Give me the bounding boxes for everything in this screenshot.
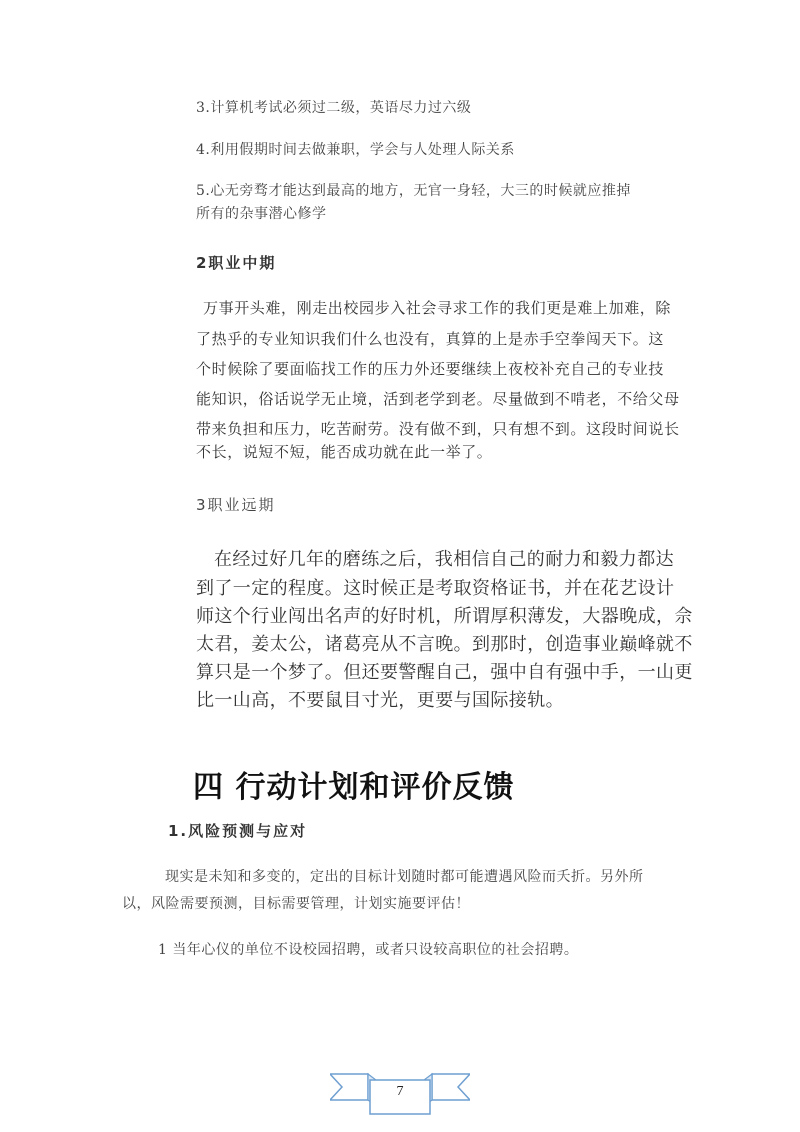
section-heading-long-term: 3职业远期	[196, 496, 276, 514]
list-item: 5.心无旁骛才能达到最高的地方，无官一身轻，大三的时候就应推掉	[196, 183, 631, 199]
list-item: 4.利用假期时间去做兼职，学会与人处理人际关系	[196, 142, 515, 158]
paragraph-line: 现实是未知和多变的，定出的目标计划随时都可能遭遇风险而夭折。另外所	[165, 869, 644, 885]
paragraph-line: 带来负担和压力，吃苦耐劳。没有做不到，只有想不到。这段时间说长	[196, 420, 680, 438]
paragraph-line: 算只是一个梦了。但还要警醒自己，强中自有强中手，一山更	[196, 662, 693, 683]
page-number: 7	[396, 1084, 404, 1099]
list-item-continuation: 所有的杂事潜心修学	[196, 206, 327, 222]
paragraph-line: 到了一定的程度。这时候正是考取资格证书，并在花艺设计	[196, 578, 675, 599]
page-footer	[330, 1060, 470, 1120]
chapter-title: 四 行动计划和评价反馈	[193, 770, 515, 805]
paragraph-line: 师这个行业闯出名声的好时机，所谓厚积薄发，大器晚成，佘	[196, 606, 693, 627]
list-item: 3.计算机考试必须过二级，英语尽力过六级	[196, 100, 472, 116]
paragraph-line: 以，风险需要预测，目标需要管理，计划实施要评估！	[122, 896, 470, 912]
paragraph-line: 太君，姜太公，诸葛亮从不言晚。到那时，创造事业巅峰就不	[196, 634, 693, 655]
paragraph-line: 万事开头难，刚走出校园步入社会寻求工作的我们更是难上加难，除	[203, 299, 672, 317]
section-heading-mid-career: 2职业中期	[196, 254, 277, 272]
paragraph-line: 不长，说短不短，能否成功就在此一举了。	[196, 443, 493, 461]
paragraph-line: 了热乎的专业知识我们什么也没有，真算的上是赤手空拳闯天下。这	[196, 330, 665, 348]
paragraph-line: 能知识，俗话说学无止境，活到老学到老。尽量做到不啃老，不给父母	[196, 390, 680, 408]
paragraph-line: 比一山高，不要鼠目寸光，更要与国际接轨。	[196, 690, 564, 711]
paragraph-line: 在经过好几年的磨练之后，我相信自己的耐力和毅力都达	[214, 549, 674, 570]
list-item: 1 当年心仪的单位不设校园招聘，或者只设较高职位的社会招聘。	[158, 942, 579, 958]
paragraph-line: 个时候除了要面临找工作的压力外还要继续上夜校补充自己的专业技	[196, 360, 665, 378]
subsection-heading: 1.风险预测与应对	[168, 822, 308, 840]
